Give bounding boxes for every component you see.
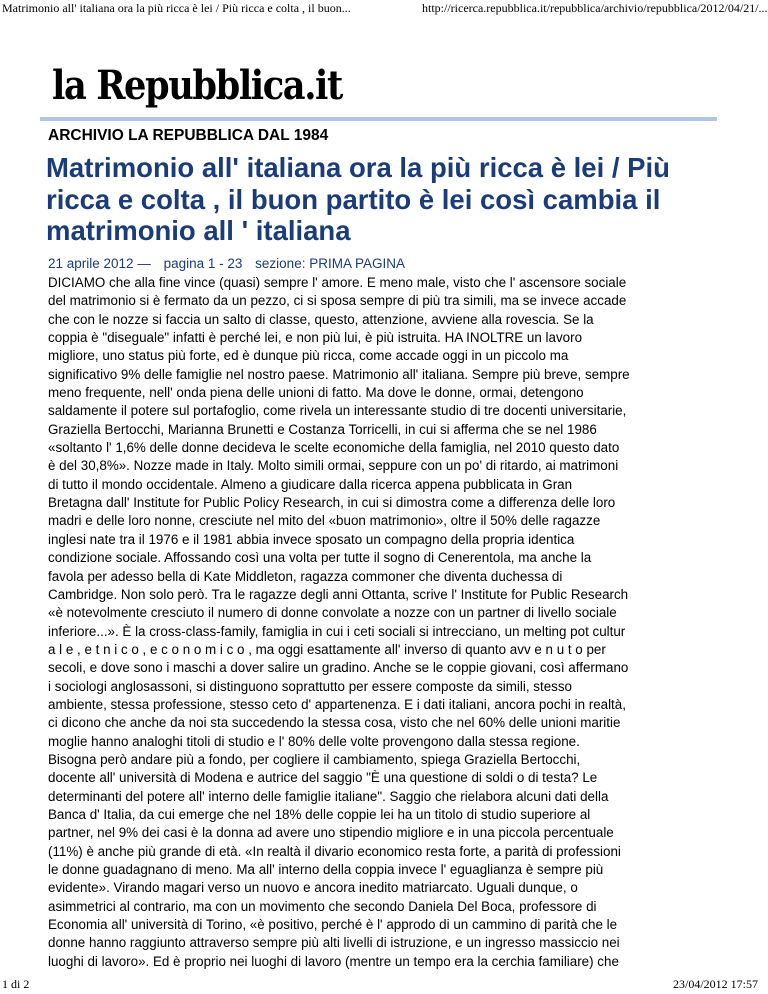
- body-line: inglesi nate tra il 1976 e il 1981 abbia invece sposato un compagno della propria identica: [48, 531, 575, 547]
- article-section: sezione: PRIMA PAGINA: [255, 256, 405, 271]
- body-line: Bretagna dall' Institute for Public Policy Research, in cui si dimostra come a differenza delle loro: [48, 495, 616, 511]
- body-line: «soltanto l' 1,6% delle donne decideva le scelte economiche della famiglia, nel 2010 questo dato: [48, 440, 620, 456]
- body-line: Bisogna però andare più a fondo, per cogliere il cambiamento, spiega Graziella Bertocchi,: [48, 751, 581, 767]
- body-line: di tutto il mondo occidentale. Almeno a giudicare dalla ricerca appena pubblicata in Gran: [48, 476, 573, 492]
- body-line: docente all' università di Modena e autrice del saggio "È una questione di soldi o di testa? Le: [48, 770, 598, 786]
- print-header-url: http://ricerca.repubblica.it/repubblica/archivio/repubblica/2012/04/21/...: [422, 1, 768, 15]
- body-line: che con le nozze si faccia un salto di classe, questo, attenzione, avviene alla rovescia. Se la: [48, 311, 594, 327]
- body-line: luoghi di lavoro». Ed è proprio nei luoghi di lavoro (mentre un tempo era la cerchia familiare) che: [48, 953, 619, 969]
- article-title: Matrimonio all' italiana ora la più ricca è lei / Più ricca e colta , il buon partito è lei così cambia il matrimonio all ' italiana: [46, 152, 670, 246]
- body-line: i sociologi anglosassoni, si distinguono soprattutto per essere composte da simili, stesso: [48, 678, 572, 694]
- body-line: inferiore...». È la cross-class-family, famiglia in cui i ceti sociali si intrecciano, un melting pot cultur: [48, 623, 626, 639]
- body-line: Graziella Bertocchi, Marianna Brunetti e Costanza Torricelli, in cui si afferma che se nel 1986: [48, 421, 597, 437]
- article-meta: [48, 256, 414, 271]
- body-line: significativo 9% delle famiglie nel nostro paese. Matrimonio all' italiana. Sempre più breve, sempre: [48, 366, 630, 382]
- article-pages: pagina 1 - 23: [163, 256, 243, 271]
- print-datetime: 23/04/2012 17:57: [672, 977, 758, 991]
- logo-divider: [40, 117, 717, 121]
- print-header: [0, 1, 768, 19]
- body-line: migliore, uno status più forte, ed è dunque più ricca, come accade oggi in un piccolo ma: [48, 348, 569, 364]
- body-line: meno frequente, nell' onda piena delle unioni di fatto. Ma dove le donne, ormai, detengono: [48, 385, 584, 401]
- page-counter: 1 di 2: [2, 977, 30, 991]
- body-line: ci dicono che anche da noi sta succedendo la stessa cosa, visto che nel 60% delle unioni maritie: [48, 715, 621, 731]
- body-line: Cambridge. Non solo però. Tra le ragazze degli anni Ottanta, scrive l' Institute for Public Research: [48, 586, 629, 602]
- article-date: 21 aprile 2012 —: [48, 256, 151, 271]
- body-line: coppia è "diseguale" infatti è perché lei, e non più lui, è più istruita. HA INOLTRE un lavoro: [48, 330, 583, 346]
- body-line: del matrimonio si è fermato da un pezzo, ci si sposa sempre di più tra simili, ma se invece accade: [48, 293, 627, 309]
- body-line: «è notevolmente cresciuto il numero di donne convolate a nozze con un partner di livello sociale: [48, 605, 617, 621]
- body-line: moglie hanno analoghi titoli di studio e l' 80% delle volte provengono dalla stessa regione.: [48, 733, 580, 749]
- body-line: evidente». Virando magari verso un nuovo e ancora inedito matriarcato. Uguali dunque, o: [48, 880, 578, 896]
- body-line: DICIAMO che alla fine vince (quasi) sempre l' amore. E meno male, visto che l' ascensore sociale: [48, 275, 627, 290]
- print-footer: [0, 977, 768, 993]
- body-line: le donne guadagnano di meno. Ma all' interno della coppia invece l' eguaglianza è sempre più: [48, 862, 604, 877]
- body-line: determinanti del potere all' interno delle famiglie italiane". Saggio che rielabora alcuni dati della: [48, 788, 609, 804]
- article-body: [48, 274, 728, 971]
- body-line: Economia all' università di Torino, «è positivo, perché è l' approdo di un cammino di parità che le: [48, 917, 618, 933]
- body-line: a l e , e t n i c o , e c o n o m i c o , ma oggi esattamente all' inverso di quanto avv e n u t o per: [48, 641, 606, 657]
- body-line: è del 30,8%». Nozze made in Italy. Molto simili ormai, seppure con un po' di ritardo, ai matrimoni: [48, 458, 619, 474]
- body-line: (11%) è anche più grande di età. «In realtà il divario economico resta forte, a parità di professioni: [48, 843, 621, 859]
- site-logo[interactable]: la Repubblica.it: [52, 62, 342, 109]
- body-line: secoli, e dove sono i maschi a dover salire un gradino. Anche se le coppie giovani, così affermano: [48, 660, 629, 676]
- body-line: partner, nel 9% dei casi è la donna ad avere uno stipendio migliore e in una piccola percentuale: [48, 825, 614, 841]
- body-line: Banca d' Italia, da cui emerge che nel 18% delle coppie lei ha un titolo di studio superiore al: [48, 806, 591, 822]
- print-header-title: Matrimonio all' italiana ora la più ricca è lei / Più ricca e colta , il buon...: [2, 1, 351, 15]
- body-line: condizione sociale. Affossando così una volta per tutte il sogno di Cenerentola, ma anche la: [48, 550, 592, 566]
- body-line: madri e delle loro nonne, cresciute nel mito del «buon matrimonio», oltre il 50% delle ragazze: [48, 513, 601, 529]
- body-line: donne hanno raggiunto attraverso sempre più alti livelli di istruzione, e un ingresso massiccio nei: [48, 935, 620, 951]
- body-line: asimmetrici al contrario, ma con un movimento che secondo Daniela Del Boca, professore di: [48, 898, 597, 914]
- archive-label: ARCHIVIO LA REPUBBLICA DAL 1984: [48, 127, 329, 144]
- body-line: saldamente il potere sul portafoglio, come rivela un interessante studio di tre docenti universitarie,: [48, 403, 627, 419]
- body-line: favola per adesso bella di Kate Middleton, ragazza commoner che diventa duchessa di: [48, 568, 563, 584]
- body-line: ambiente, stessa professione, stesso ceto d' appartenenza. E i dati italiani, ancora pochi in realtà,: [48, 696, 626, 712]
